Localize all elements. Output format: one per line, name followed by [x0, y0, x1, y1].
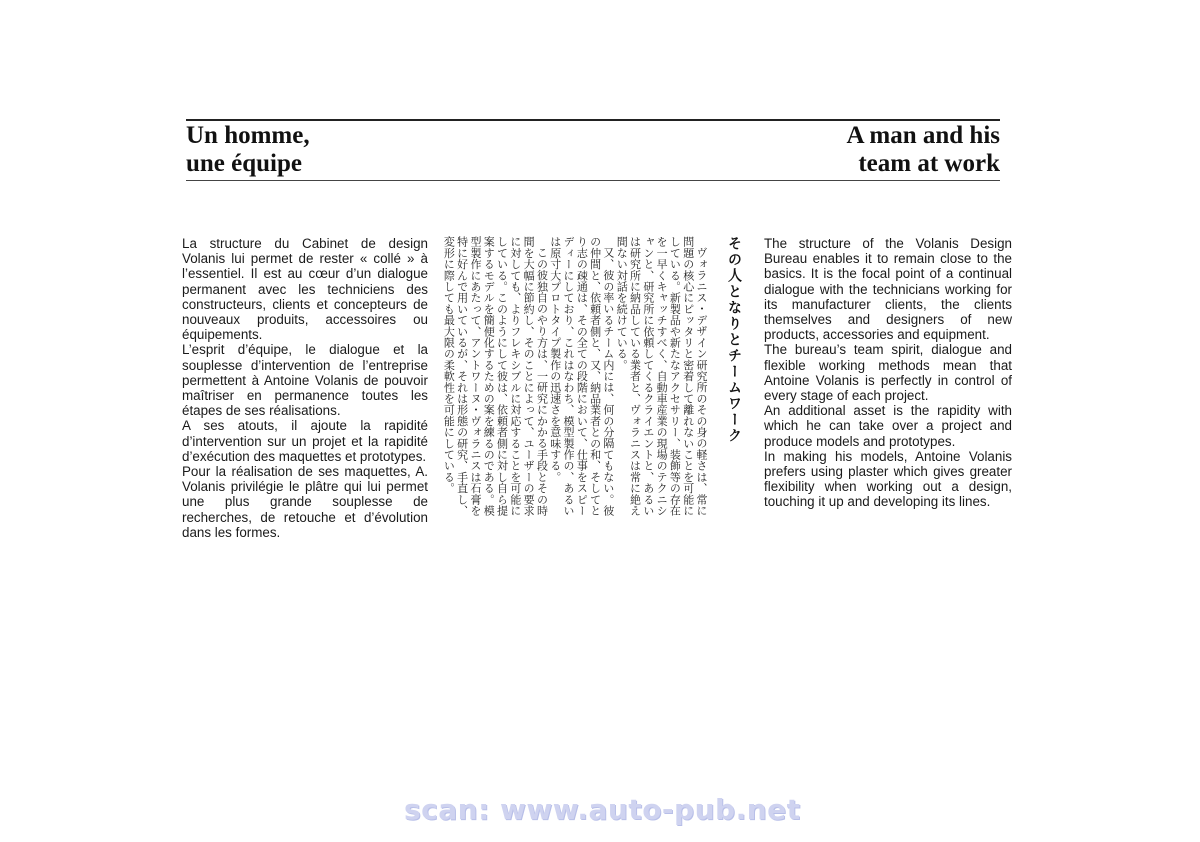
english-paragraph: An additional asset is the rapidity with which he can take over a project and produce models and prototypes. — [764, 403, 1012, 449]
french-paragraph: Pour la réalisation de ses maquettes, A. Volanis privilégie le plâtre qui lui permet une plus grande souplesse de recherches, de retouche et d’évolution dans les formes. — [182, 464, 428, 540]
title-english-line1: A man and his — [846, 122, 1000, 149]
scan-watermark: scan: www.auto-pub.net — [404, 793, 801, 826]
english-text-column — [764, 236, 1012, 510]
english-paragraph: The bureau’s team spirit, dialogue and flexible working methods mean that Antoine Volanis is perfectly in control of every stage of each project. — [764, 342, 1012, 404]
header-top-rule — [186, 119, 1000, 121]
title-french-line2: une équipe — [186, 150, 303, 177]
header-bottom-rule — [186, 180, 1000, 181]
japanese-text-block — [442, 236, 744, 526]
english-paragraph: The structure of the Volanis Design Bureau enables it to remain close to the basics. It is the focal point of a continual dialogue with the technicians working for its manufacturer clients, the clients themselves and designers of new products, accessories and equipment. — [764, 236, 1012, 343]
french-text-column — [182, 236, 428, 540]
japanese-body — [442, 236, 708, 516]
french-paragraph: La structure du Cabinet de design Volanis lui permet de rester « collé » à l’essentiel. Il est au cœur d’un dialogue permanent avec les techniciens des constructeurs, clients et concepteurs de nouveaux produits, accessoires ou équipements. — [182, 236, 428, 343]
title-english — [846, 122, 1000, 178]
japanese-paragraph: ヴォラニス・デザイン研究所のその身の軽さは、常に問題の核心にピッタリと密着して離れないことを可能にしている。新製品や新たなアクセサリー、装飾等の存在を一早くキャッチすべく、自動車産業の現場のテクニシャンと、研究所に依頼してくるクライエントと、あるいは研究所に納品している業者と、ヴォラニスは常に絶え間ない対話を続けている。 — [615, 236, 708, 516]
english-paragraph: In making his models, Antoine Volanis prefers using plaster which gives greater flexibility when working out a design, touching it up and developing its lines. — [764, 448, 1012, 510]
title-french-line1: Un homme, — [186, 122, 310, 149]
title-english-line2: team at work — [858, 150, 1000, 177]
japanese-paragraph: この彼独自のやり方は、一研究にかかる手段とその時間を大幅に節約し、そのことによって、ユーザーの要求に対しても、よりフレキシブルに対応することを可能にしている。このようにして彼は、依頼者側に対し自ら提案するモデルを簡便化するための案を練るのである。模型製作にあたって、アントワーヌ・ヴォラニスは石膏を特に好んで用いているが、それは形態の研究、手直し、変形に際しても最大限の柔軟性を可能にしている。 — [442, 236, 549, 516]
japanese-paragraph: 又、彼の率いるチーム内には、何の分隔てもない。彼の仲間と、依頼者側と、又、納品業者との和、そしてとり志の疎通は、その全ての段階において、仕事をスピーディーにしており、これはなわち、模型製作の、あるいは原寸大プロトタイプ製作の迅速さを意味する。 — [548, 236, 615, 516]
french-paragraph: A ses atouts, il ajoute la rapidité d’intervention sur un projet et la rapidité d’exécution des maquettes et prototypes. — [182, 418, 428, 464]
japanese-title: その人となりとチームワーク — [726, 236, 742, 444]
french-paragraph: L’esprit d’équipe, le dialogue et la souplesse d’intervention de l’entreprise permettent à Antoine Volanis de pouvoir maîtriser en permanence toutes les étapes de ses réalisations. — [182, 342, 428, 419]
title-french — [186, 122, 310, 178]
